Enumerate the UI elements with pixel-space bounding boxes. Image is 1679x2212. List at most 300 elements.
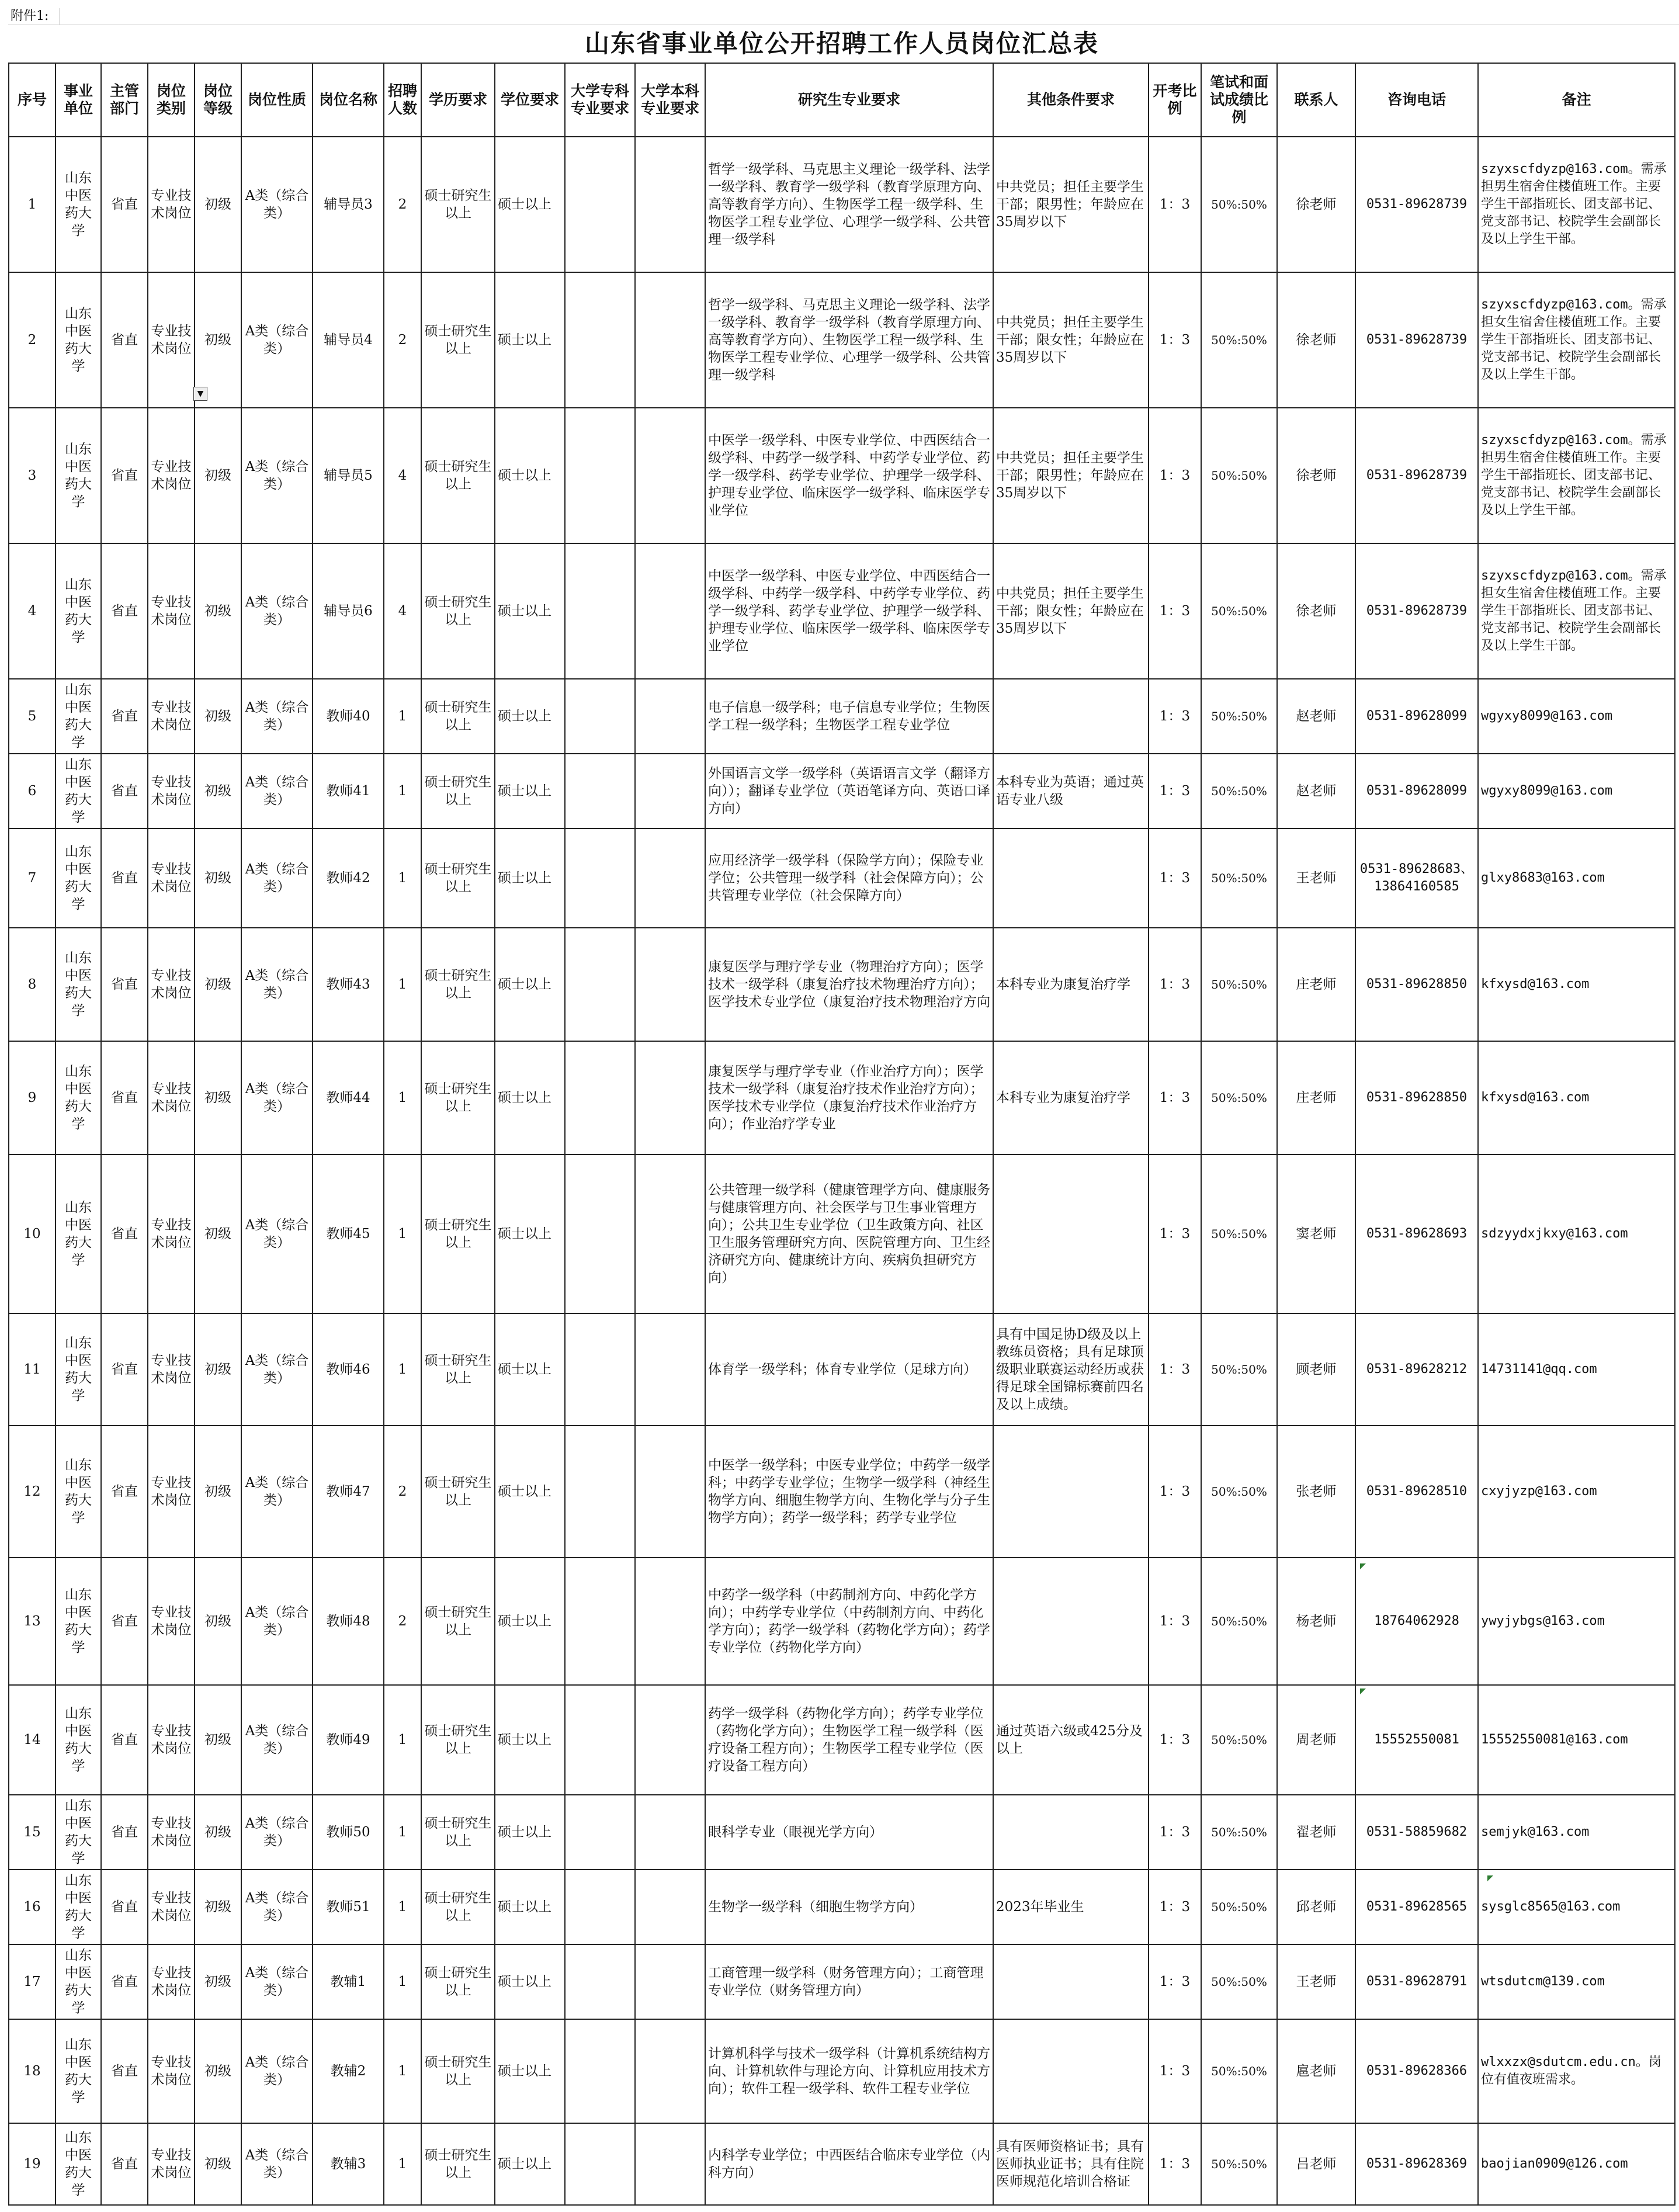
cell-seq[interactable]: 1 bbox=[9, 137, 55, 272]
cell-headcount[interactable]: 1 bbox=[384, 1154, 421, 1313]
cell-unit[interactable]: 山东中医药大学 bbox=[55, 272, 101, 408]
cell-other-conditions[interactable] bbox=[993, 1795, 1149, 1870]
cell-college-major[interactable] bbox=[565, 137, 635, 272]
cell-headcount[interactable]: 1 bbox=[384, 1313, 421, 1426]
cell-post-nature[interactable]: A类（综合类） bbox=[241, 272, 313, 408]
cell-contact[interactable]: 翟老师 bbox=[1277, 1795, 1355, 1870]
cell-other-conditions[interactable] bbox=[993, 1558, 1149, 1685]
cell-college-major[interactable] bbox=[565, 272, 635, 408]
cell-seq[interactable]: 7 bbox=[9, 828, 55, 928]
cell-post-nature[interactable]: A类（综合类） bbox=[241, 1870, 313, 1944]
cell-post-name[interactable]: 教师45 bbox=[313, 1154, 384, 1313]
cell-graduate-major[interactable]: 计算机科学与技术一级学科（计算机系统结构方向、计算机软件与理论方向、计算机应用技术方向）；软件工程一级学科、软件工程专业学位 bbox=[705, 2019, 993, 2123]
cell-score-ratio[interactable]: 50%:50% bbox=[1201, 137, 1277, 272]
cell-post-category[interactable]: 专业技术岗位 bbox=[148, 1426, 195, 1558]
cell-phone[interactable]: 0531-89628693 bbox=[1355, 1154, 1478, 1313]
cell-education[interactable]: 硕士研究生以上 bbox=[421, 408, 495, 543]
cell-remarks[interactable]: cxyjyzp@163.com bbox=[1478, 1426, 1675, 1558]
cell-other-conditions[interactable]: 本科专业为康复治疗学 bbox=[993, 928, 1149, 1041]
cell-phone[interactable]: 0531-89628739 bbox=[1355, 408, 1478, 543]
cell-graduate-major[interactable]: 中医学一级学科、中医专业学位、中西医结合一级学科、中药学一级学科、中药学专业学位、药学一级学科、药学专业学位、护理学一级学科、护理专业学位、临床医学一级学科、临床医学专业学位 bbox=[705, 543, 993, 679]
cell-exam-ratio[interactable]: 1：3 bbox=[1149, 1944, 1201, 2019]
cell-post-level[interactable]: 初级 bbox=[195, 928, 241, 1041]
cell-post-level[interactable]: 初级 bbox=[195, 543, 241, 679]
cell-phone[interactable]: 0531-89628850 bbox=[1355, 928, 1478, 1041]
cell-education[interactable]: 硕士研究生以上 bbox=[421, 543, 495, 679]
cell-post-level[interactable]: 初级 bbox=[195, 2123, 241, 2205]
cell-dept[interactable]: 省直 bbox=[101, 1313, 148, 1426]
cell-post-name[interactable]: 辅导员5 bbox=[313, 408, 384, 543]
cell-dept[interactable]: 省直 bbox=[101, 2019, 148, 2123]
cell-degree[interactable]: 硕士以上 bbox=[495, 543, 565, 679]
cell-post-level[interactable]: 初级 bbox=[195, 679, 241, 754]
cell-graduate-major[interactable]: 工商管理一级学科（财务管理方向）；工商管理专业学位（财务管理方向） bbox=[705, 1944, 993, 2019]
cell-post-level[interactable]: 初级 bbox=[195, 1870, 241, 1944]
cell-bachelor-major[interactable] bbox=[635, 754, 705, 828]
cell-headcount[interactable]: 1 bbox=[384, 828, 421, 928]
cell-bachelor-major[interactable] bbox=[635, 1685, 705, 1795]
cell-bachelor-major[interactable] bbox=[635, 1944, 705, 2019]
cell-exam-ratio[interactable]: 1：3 bbox=[1149, 679, 1201, 754]
cell-college-major[interactable] bbox=[565, 543, 635, 679]
cell-phone[interactable]: 18764062928 bbox=[1355, 1558, 1478, 1685]
cell-post-category[interactable]: 专业技术岗位 bbox=[148, 928, 195, 1041]
cell-post-name[interactable]: 教辅1 bbox=[313, 1944, 384, 2019]
cell-degree[interactable]: 硕士以上 bbox=[495, 2123, 565, 2205]
cell-degree[interactable]: 硕士以上 bbox=[495, 1558, 565, 1685]
cell-other-conditions[interactable] bbox=[993, 1426, 1149, 1558]
cell-post-category[interactable]: 专业技术岗位 bbox=[148, 1041, 195, 1154]
cell-unit[interactable]: 山东中医药大学 bbox=[55, 408, 101, 543]
cell-score-ratio[interactable]: 50%:50% bbox=[1201, 928, 1277, 1041]
cell-other-conditions[interactable]: 通过英语六级或425分及以上 bbox=[993, 1685, 1149, 1795]
cell-other-conditions[interactable] bbox=[993, 679, 1149, 754]
cell-graduate-major[interactable]: 药学一级学科（药物化学方向）；药学专业学位（药物化学方向）；生物医学工程一级学科（医疗设备工程方向）；生物医学工程专业学位（医疗设备工程方向） bbox=[705, 1685, 993, 1795]
cell-degree[interactable]: 硕士以上 bbox=[495, 272, 565, 408]
cell-phone[interactable]: 0531-89628366 bbox=[1355, 2019, 1478, 2123]
cell-post-level[interactable]: 初级 bbox=[195, 1558, 241, 1685]
cell-post-nature[interactable]: A类（综合类） bbox=[241, 1685, 313, 1795]
cell-score-ratio[interactable]: 50%:50% bbox=[1201, 1870, 1277, 1944]
cell-post-nature[interactable]: A类（综合类） bbox=[241, 679, 313, 754]
cell-college-major[interactable] bbox=[565, 408, 635, 543]
cell-remarks[interactable]: szyxscfdyzp@163.com。需承担男生宿舍住楼值班工作。主要学生干部指班长、团支部书记、党支部书记、校院学生会副部长及以上学生干部。 bbox=[1478, 137, 1675, 272]
cell-unit[interactable]: 山东中医药大学 bbox=[55, 1795, 101, 1870]
cell-education[interactable]: 硕士研究生以上 bbox=[421, 928, 495, 1041]
cell-post-level[interactable]: 初级 bbox=[195, 137, 241, 272]
cell-phone[interactable]: 0531-89628683、13864160585 bbox=[1355, 828, 1478, 928]
cell-remarks[interactable]: glxy8683@163.com bbox=[1478, 828, 1675, 928]
cell-remarks[interactable]: baojian0909@126.com bbox=[1478, 2123, 1675, 2205]
cell-college-major[interactable] bbox=[565, 1426, 635, 1558]
cell-dept[interactable]: 省直 bbox=[101, 1426, 148, 1558]
cell-exam-ratio[interactable]: 1：3 bbox=[1149, 408, 1201, 543]
cell-post-level[interactable]: 初级 bbox=[195, 408, 241, 543]
cell-graduate-major[interactable]: 中药学一级学科（中药制剂方向、中药化学方向）；中药学专业学位（中药制剂方向、中药化学方向）；药学一级学科（药物化学方向）；药学专业学位（药物化学方向） bbox=[705, 1558, 993, 1685]
cell-headcount[interactable]: 1 bbox=[384, 754, 421, 828]
cell-phone[interactable]: 0531-89628510 bbox=[1355, 1426, 1478, 1558]
cell-post-name[interactable]: 教辅2 bbox=[313, 2019, 384, 2123]
cell-post-level[interactable]: 初级 bbox=[195, 2019, 241, 2123]
cell-post-category[interactable]: 专业技术岗位 bbox=[148, 1154, 195, 1313]
cell-headcount[interactable]: 1 bbox=[384, 1685, 421, 1795]
cell-post-category[interactable]: 专业技术岗位 bbox=[148, 1558, 195, 1685]
cell-degree[interactable]: 硕士以上 bbox=[495, 1313, 565, 1426]
cell-score-ratio[interactable]: 50%:50% bbox=[1201, 272, 1277, 408]
cell-education[interactable]: 硕士研究生以上 bbox=[421, 1558, 495, 1685]
cell-exam-ratio[interactable]: 1：3 bbox=[1149, 754, 1201, 828]
cell-remarks[interactable]: szyxscfdyzp@163.com。需承担女生宿舍住楼值班工作。主要学生干部指班长、团支部书记、党支部书记、校院学生会副部长及以上学生干部。 bbox=[1478, 272, 1675, 408]
cell-contact[interactable]: 徐老师 bbox=[1277, 137, 1355, 272]
cell-education[interactable]: 硕士研究生以上 bbox=[421, 2123, 495, 2205]
cell-exam-ratio[interactable]: 1：3 bbox=[1149, 1154, 1201, 1313]
cell-post-level[interactable]: 初级 bbox=[195, 1685, 241, 1795]
cell-seq[interactable]: 6 bbox=[9, 754, 55, 828]
cell-other-conditions[interactable] bbox=[993, 1944, 1149, 2019]
cell-seq[interactable]: 18 bbox=[9, 2019, 55, 2123]
cell-other-conditions[interactable] bbox=[993, 828, 1149, 928]
cell-graduate-major[interactable]: 体育学一级学科；体育专业学位（足球方向） bbox=[705, 1313, 993, 1426]
cell-college-major[interactable] bbox=[565, 1313, 635, 1426]
cell-headcount[interactable]: 2 bbox=[384, 1558, 421, 1685]
cell-post-nature[interactable]: A类（综合类） bbox=[241, 543, 313, 679]
cell-unit[interactable]: 山东中医药大学 bbox=[55, 754, 101, 828]
cell-degree[interactable]: 硕士以上 bbox=[495, 828, 565, 928]
cell-dept[interactable]: 省直 bbox=[101, 1795, 148, 1870]
cell-education[interactable]: 硕士研究生以上 bbox=[421, 679, 495, 754]
cell-post-name[interactable]: 教师42 bbox=[313, 828, 384, 928]
cell-seq[interactable]: 11 bbox=[9, 1313, 55, 1426]
cell-other-conditions[interactable]: 本科专业为英语；通过英语专业八级 bbox=[993, 754, 1149, 828]
cell-unit[interactable]: 山东中医药大学 bbox=[55, 1558, 101, 1685]
cell-graduate-major[interactable]: 中医学一级学科、中医专业学位、中西医结合一级学科、中药学一级学科、中药学专业学位、药学一级学科、药学专业学位、护理学一级学科、护理专业学位、临床医学一级学科、临床医学专业学位 bbox=[705, 408, 993, 543]
cell-contact[interactable]: 徐老师 bbox=[1277, 543, 1355, 679]
cell-college-major[interactable] bbox=[565, 1795, 635, 1870]
cell-post-name[interactable]: 教师50 bbox=[313, 1795, 384, 1870]
cell-remarks[interactable]: kfxysd@163.com bbox=[1478, 1041, 1675, 1154]
cell-graduate-major[interactable]: 应用经济学一级学科（保险学方向）；保险专业学位；公共管理一级学科（社会保障方向）；公共管理专业学位（社会保障方向） bbox=[705, 828, 993, 928]
cell-score-ratio[interactable]: 50%:50% bbox=[1201, 2019, 1277, 2123]
cell-post-category[interactable]: 专业技术岗位 bbox=[148, 1944, 195, 2019]
cell-post-nature[interactable]: A类（综合类） bbox=[241, 1313, 313, 1426]
cell-post-category[interactable]: 专业技术岗位 bbox=[148, 1795, 195, 1870]
cell-graduate-major[interactable]: 康复医学与理疗学专业（物理治疗方向）；医学技术一级学科（康复治疗技术物理治疗方向）；医学技术专业学位（康复治疗技术物理治疗方向 bbox=[705, 928, 993, 1041]
cell-dept[interactable]: 省直 bbox=[101, 408, 148, 543]
cell-dept[interactable]: 省直 bbox=[101, 137, 148, 272]
cell-post-nature[interactable]: A类（综合类） bbox=[241, 754, 313, 828]
cell-unit[interactable]: 山东中医药大学 bbox=[55, 828, 101, 928]
cell-college-major[interactable] bbox=[565, 1154, 635, 1313]
cell-post-category[interactable]: 专业技术岗位 bbox=[148, 828, 195, 928]
cell-headcount[interactable]: 4 bbox=[384, 408, 421, 543]
cell-degree[interactable]: 硕士以上 bbox=[495, 1154, 565, 1313]
cell-remarks[interactable]: wgyxy8099@163.com bbox=[1478, 754, 1675, 828]
cell-phone[interactable]: 0531-89628739 bbox=[1355, 137, 1478, 272]
cell-unit[interactable]: 山东中医药大学 bbox=[55, 679, 101, 754]
cell-seq[interactable]: 3 bbox=[9, 408, 55, 543]
cell-post-category[interactable]: 专业技术岗位 bbox=[148, 2123, 195, 2205]
cell-dept[interactable]: 省直 bbox=[101, 828, 148, 928]
cell-degree[interactable]: 硕士以上 bbox=[495, 1944, 565, 2019]
cell-headcount[interactable]: 4 bbox=[384, 543, 421, 679]
cell-college-major[interactable] bbox=[565, 1558, 635, 1685]
cell-education[interactable]: 硕士研究生以上 bbox=[421, 1041, 495, 1154]
cell-graduate-major[interactable]: 生物学一级学科（细胞生物学方向） bbox=[705, 1870, 993, 1944]
cell-contact[interactable]: 王老师 bbox=[1277, 828, 1355, 928]
cell-score-ratio[interactable]: 50%:50% bbox=[1201, 1154, 1277, 1313]
cell-contact[interactable]: 顾老师 bbox=[1277, 1313, 1355, 1426]
cell-post-nature[interactable]: A类（综合类） bbox=[241, 1558, 313, 1685]
cell-graduate-major[interactable]: 外国语言文学一级学科（英语语言文学（翻译方向））；翻译专业学位（英语笔译方向、英语口译方向） bbox=[705, 754, 993, 828]
cell-bachelor-major[interactable] bbox=[635, 1558, 705, 1685]
cell-unit[interactable]: 山东中医药大学 bbox=[55, 1313, 101, 1426]
cell-phone[interactable]: 0531-89628565 bbox=[1355, 1870, 1478, 1944]
cell-seq[interactable]: 14 bbox=[9, 1685, 55, 1795]
cell-degree[interactable]: 硕士以上 bbox=[495, 137, 565, 272]
cell-bachelor-major[interactable] bbox=[635, 1426, 705, 1558]
cell-contact[interactable]: 窦老师 bbox=[1277, 1154, 1355, 1313]
cell-dept[interactable]: 省直 bbox=[101, 2123, 148, 2205]
cell-post-name[interactable]: 教师44 bbox=[313, 1041, 384, 1154]
cell-post-nature[interactable]: A类（综合类） bbox=[241, 1426, 313, 1558]
cell-seq[interactable]: 8 bbox=[9, 928, 55, 1041]
cell-score-ratio[interactable]: 50%:50% bbox=[1201, 1944, 1277, 2019]
cell-post-category[interactable]: 专业技术岗位 bbox=[148, 679, 195, 754]
cell-post-name[interactable]: 教师49 bbox=[313, 1685, 384, 1795]
cell-post-level[interactable]: 初级 bbox=[195, 1426, 241, 1558]
cell-bachelor-major[interactable] bbox=[635, 1041, 705, 1154]
cell-education[interactable]: 硕士研究生以上 bbox=[421, 2019, 495, 2123]
cell-post-name[interactable]: 教师46 bbox=[313, 1313, 384, 1426]
cell-dept[interactable]: 省直 bbox=[101, 1685, 148, 1795]
cell-headcount[interactable]: 1 bbox=[384, 2123, 421, 2205]
cell-exam-ratio[interactable]: 1：3 bbox=[1149, 1685, 1201, 1795]
cell-college-major[interactable] bbox=[565, 1041, 635, 1154]
cell-phone[interactable]: 0531-89628099 bbox=[1355, 679, 1478, 754]
cell-headcount[interactable]: 1 bbox=[384, 1041, 421, 1154]
cell-score-ratio[interactable]: 50%:50% bbox=[1201, 2123, 1277, 2205]
cell-remarks[interactable]: semjyk@163.com bbox=[1478, 1795, 1675, 1870]
cell-degree[interactable]: 硕士以上 bbox=[495, 928, 565, 1041]
cell-contact[interactable]: 扈老师 bbox=[1277, 2019, 1355, 2123]
cell-score-ratio[interactable]: 50%:50% bbox=[1201, 1041, 1277, 1154]
cell-remarks[interactable]: wtsdutcm@139.com bbox=[1478, 1944, 1675, 2019]
cell-contact[interactable]: 徐老师 bbox=[1277, 408, 1355, 543]
cell-other-conditions[interactable]: 本科专业为康复治疗学 bbox=[993, 1041, 1149, 1154]
cell-post-name[interactable]: 教师48 bbox=[313, 1558, 384, 1685]
cell-seq[interactable]: 9 bbox=[9, 1041, 55, 1154]
cell-bachelor-major[interactable] bbox=[635, 408, 705, 543]
cell-remarks[interactable]: ywyjybgs@163.com bbox=[1478, 1558, 1675, 1685]
cell-post-nature[interactable]: A类（综合类） bbox=[241, 408, 313, 543]
cell-contact[interactable]: 邱老师 bbox=[1277, 1870, 1355, 1944]
cell-post-level[interactable]: 初级 bbox=[195, 1795, 241, 1870]
cell-unit[interactable]: 山东中医药大学 bbox=[55, 1870, 101, 1944]
cell-contact[interactable]: 徐老师 bbox=[1277, 272, 1355, 408]
dropdown-arrow-icon[interactable]: ▼ bbox=[193, 387, 207, 401]
cell-phone[interactable]: 0531-89628739 bbox=[1355, 272, 1478, 408]
cell-degree[interactable]: 硕士以上 bbox=[495, 1041, 565, 1154]
cell-score-ratio[interactable]: 50%:50% bbox=[1201, 1313, 1277, 1426]
cell-remarks[interactable]: 15552550081@163.com bbox=[1478, 1685, 1675, 1795]
cell-exam-ratio[interactable]: 1：3 bbox=[1149, 1558, 1201, 1685]
cell-post-category[interactable]: 专业技术岗位 bbox=[148, 408, 195, 543]
cell-score-ratio[interactable]: 50%:50% bbox=[1201, 754, 1277, 828]
cell-phone[interactable]: 0531-89628791 bbox=[1355, 1944, 1478, 2019]
cell-graduate-major[interactable]: 公共管理一级学科（健康管理学方向、健康服务与健康管理方向、社会医学与卫生事业管理方向）；公共卫生专业学位（卫生政策方向、社区卫生服务管理研究方向、医院管理方向、卫生经济研究方向、健康统计方向、疾病负担研究方向） bbox=[705, 1154, 993, 1313]
cell-remarks[interactable]: szyxscfdyzp@163.com。需承担女生宿舍住楼值班工作。主要学生干部指班长、团支部书记、党支部书记、校院学生会副部长及以上学生干部。 bbox=[1478, 543, 1675, 679]
cell-phone[interactable]: 0531-89628739 bbox=[1355, 543, 1478, 679]
cell-phone[interactable]: 0531-89628369 bbox=[1355, 2123, 1478, 2205]
cell-headcount[interactable]: 2 bbox=[384, 1426, 421, 1558]
cell-other-conditions[interactable]: 具有中国足协D级及以上教练员资格；具有足球顶级职业联赛运动经历或获得足球全国锦标赛前四名及以上成绩。 bbox=[993, 1313, 1149, 1426]
cell-college-major[interactable] bbox=[565, 928, 635, 1041]
cell-bachelor-major[interactable] bbox=[635, 2123, 705, 2205]
cell-remarks[interactable]: kfxysd@163.com bbox=[1478, 928, 1675, 1041]
cell-college-major[interactable] bbox=[565, 1944, 635, 2019]
cell-post-nature[interactable]: A类（综合类） bbox=[241, 2019, 313, 2123]
cell-education[interactable]: 硕士研究生以上 bbox=[421, 1154, 495, 1313]
cell-score-ratio[interactable]: 50%:50% bbox=[1201, 408, 1277, 543]
cell-college-major[interactable] bbox=[565, 2019, 635, 2123]
cell-dept[interactable]: 省直 bbox=[101, 928, 148, 1041]
cell-exam-ratio[interactable]: 1：3 bbox=[1149, 1313, 1201, 1426]
cell-bachelor-major[interactable] bbox=[635, 1795, 705, 1870]
cell-seq[interactable]: 13 bbox=[9, 1558, 55, 1685]
cell-contact[interactable]: 周老师 bbox=[1277, 1685, 1355, 1795]
cell-education[interactable]: 硕士研究生以上 bbox=[421, 1795, 495, 1870]
cell-unit[interactable]: 山东中医药大学 bbox=[55, 2019, 101, 2123]
cell-degree[interactable]: 硕士以上 bbox=[495, 679, 565, 754]
cell-dept[interactable]: 省直 bbox=[101, 1154, 148, 1313]
cell-college-major[interactable] bbox=[565, 1685, 635, 1795]
cell-dept[interactable]: 省直 bbox=[101, 679, 148, 754]
cell-phone[interactable]: 0531-89628850 bbox=[1355, 1041, 1478, 1154]
cell-post-nature[interactable]: A类（综合类） bbox=[241, 928, 313, 1041]
attachment-label[interactable]: 附件1: bbox=[8, 8, 60, 25]
cell-bachelor-major[interactable] bbox=[635, 928, 705, 1041]
cell-bachelor-major[interactable] bbox=[635, 1154, 705, 1313]
cell-headcount[interactable]: 2 bbox=[384, 137, 421, 272]
cell-other-conditions[interactable]: 具有医师资格证书；具有医师执业证书；具有住院医师规范化培训合格证 bbox=[993, 2123, 1149, 2205]
cell-other-conditions[interactable] bbox=[993, 2019, 1149, 2123]
cell-score-ratio[interactable]: 50%:50% bbox=[1201, 828, 1277, 928]
cell-other-conditions[interactable]: 中共党员；担任主要学生干部；限男性；年龄应在35周岁以下 bbox=[993, 408, 1149, 543]
cell-dept[interactable]: 省直 bbox=[101, 1558, 148, 1685]
cell-score-ratio[interactable]: 50%:50% bbox=[1201, 1685, 1277, 1795]
cell-post-name[interactable]: 教师51 bbox=[313, 1870, 384, 1944]
cell-post-name[interactable]: 教师47 bbox=[313, 1426, 384, 1558]
cell-post-category[interactable]: 专业技术岗位 bbox=[148, 1313, 195, 1426]
cell-seq[interactable]: 10 bbox=[9, 1154, 55, 1313]
cell-dept[interactable]: 省直 bbox=[101, 543, 148, 679]
cell-post-nature[interactable]: A类（综合类） bbox=[241, 2123, 313, 2205]
cell-exam-ratio[interactable]: 1：3 bbox=[1149, 1041, 1201, 1154]
cell-exam-ratio[interactable]: 1：3 bbox=[1149, 1795, 1201, 1870]
cell-exam-ratio[interactable]: 1：3 bbox=[1149, 828, 1201, 928]
cell-post-level[interactable]: 初级 bbox=[195, 828, 241, 928]
cell-dept[interactable]: 省直 bbox=[101, 1041, 148, 1154]
cell-bachelor-major[interactable] bbox=[635, 828, 705, 928]
cell-college-major[interactable] bbox=[565, 1870, 635, 1944]
cell-phone[interactable]: 0531-89628212 bbox=[1355, 1313, 1478, 1426]
cell-post-nature[interactable]: A类（综合类） bbox=[241, 1154, 313, 1313]
cell-seq[interactable]: 17 bbox=[9, 1944, 55, 2019]
cell-score-ratio[interactable]: 50%:50% bbox=[1201, 543, 1277, 679]
cell-graduate-major[interactable]: 康复医学与理疗学专业（作业治疗方向）；医学技术一级学科（康复治疗技术作业治疗方向）；医学技术专业学位（康复治疗技术作业治疗方向）；作业治疗学专业 bbox=[705, 1041, 993, 1154]
cell-dept[interactable]: 省直 bbox=[101, 272, 148, 408]
cell-education[interactable]: 硕士研究生以上 bbox=[421, 1426, 495, 1558]
cell-headcount[interactable]: 1 bbox=[384, 1944, 421, 2019]
cell-seq[interactable]: 5 bbox=[9, 679, 55, 754]
cell-graduate-major[interactable]: 哲学一级学科、马克思主义理论一级学科、法学一级学科、教育学一级学科（教育学原理方向、高等教育学方向）、生物医学工程一级学科、生物医学工程专业学位、心理学一级学科、公共管理一级学科 bbox=[705, 137, 993, 272]
cell-phone[interactable]: 0531-58859682 bbox=[1355, 1795, 1478, 1870]
cell-unit[interactable]: 山东中医药大学 bbox=[55, 1685, 101, 1795]
cell-graduate-major[interactable]: 中医学一级学科；中医专业学位；中药学一级学科；中药学专业学位；生物学一级学科（神经生物学方向、细胞生物学方向、生物化学与分子生物学方向）；药学一级学科；药学专业学位 bbox=[705, 1426, 993, 1558]
cell-exam-ratio[interactable]: 1：3 bbox=[1149, 1870, 1201, 1944]
cell-post-name[interactable]: 教辅3 bbox=[313, 2123, 384, 2205]
cell-contact[interactable]: 王老师 bbox=[1277, 1944, 1355, 2019]
cell-post-level[interactable]: 初级 bbox=[195, 1041, 241, 1154]
cell-dept[interactable]: 省直 bbox=[101, 754, 148, 828]
cell-education[interactable]: 硕士研究生以上 bbox=[421, 137, 495, 272]
cell-college-major[interactable] bbox=[565, 828, 635, 928]
cell-contact[interactable]: 杨老师 bbox=[1277, 1558, 1355, 1685]
cell-degree[interactable]: 硕士以上 bbox=[495, 1870, 565, 1944]
cell-headcount[interactable]: 1 bbox=[384, 928, 421, 1041]
cell-headcount[interactable]: 1 bbox=[384, 2019, 421, 2123]
cell-seq[interactable]: 2 bbox=[9, 272, 55, 408]
cell-seq[interactable]: 12 bbox=[9, 1426, 55, 1558]
cell-post-nature[interactable]: A类（综合类） bbox=[241, 1795, 313, 1870]
cell-bachelor-major[interactable] bbox=[635, 679, 705, 754]
cell-unit[interactable]: 山东中医药大学 bbox=[55, 2123, 101, 2205]
cell-post-name[interactable]: 教师41 bbox=[313, 754, 384, 828]
cell-exam-ratio[interactable]: 1：3 bbox=[1149, 2019, 1201, 2123]
cell-graduate-major[interactable]: 电子信息一级学科；电子信息专业学位；生物医学工程一级学科；生物医学工程专业学位 bbox=[705, 679, 993, 754]
cell-unit[interactable]: 山东中医药大学 bbox=[55, 928, 101, 1041]
cell-unit[interactable]: 山东中医药大学 bbox=[55, 543, 101, 679]
cell-post-category[interactable]: 专业技术岗位 bbox=[148, 137, 195, 272]
cell-contact[interactable]: 张老师 bbox=[1277, 1426, 1355, 1558]
cell-other-conditions[interactable]: 2023年毕业生 bbox=[993, 1870, 1149, 1944]
cell-post-category[interactable]: 专业技术岗位 bbox=[148, 1870, 195, 1944]
cell-post-name[interactable]: 教师40 bbox=[313, 679, 384, 754]
cell-degree[interactable]: 硕士以上 bbox=[495, 1426, 565, 1558]
cell-exam-ratio[interactable]: 1：3 bbox=[1149, 2123, 1201, 2205]
cell-headcount[interactable]: 1 bbox=[384, 1870, 421, 1944]
cell-remarks[interactable]: 14731141@qq.com bbox=[1478, 1313, 1675, 1426]
cell-exam-ratio[interactable]: 1：3 bbox=[1149, 1426, 1201, 1558]
cell-other-conditions[interactable]: 中共党员；担任主要学生干部；限女性；年龄应在35周岁以下 bbox=[993, 272, 1149, 408]
cell-education[interactable]: 硕士研究生以上 bbox=[421, 1313, 495, 1426]
cell-seq[interactable]: 4 bbox=[9, 543, 55, 679]
cell-post-level[interactable]: 初级 bbox=[195, 272, 241, 408]
cell-graduate-major[interactable]: 眼科学专业（眼视光学方向） bbox=[705, 1795, 993, 1870]
cell-post-category[interactable]: 专业技术岗位 bbox=[148, 2019, 195, 2123]
cell-phone[interactable]: 15552550081 bbox=[1355, 1685, 1478, 1795]
cell-headcount[interactable]: 2 bbox=[384, 272, 421, 408]
cell-education[interactable]: 硕士研究生以上 bbox=[421, 828, 495, 928]
cell-headcount[interactable]: 1 bbox=[384, 679, 421, 754]
cell-other-conditions[interactable]: 中共党员；担任主要学生干部；限男性；年龄应在35周岁以下 bbox=[993, 137, 1149, 272]
cell-headcount[interactable]: 1 bbox=[384, 1795, 421, 1870]
cell-seq[interactable]: 15 bbox=[9, 1795, 55, 1870]
cell-bachelor-major[interactable] bbox=[635, 272, 705, 408]
cell-remarks[interactable]: wgyxy8099@163.com bbox=[1478, 679, 1675, 754]
cell-post-category[interactable]: 专业技术岗位 bbox=[148, 543, 195, 679]
cell-score-ratio[interactable]: 50%:50% bbox=[1201, 1795, 1277, 1870]
